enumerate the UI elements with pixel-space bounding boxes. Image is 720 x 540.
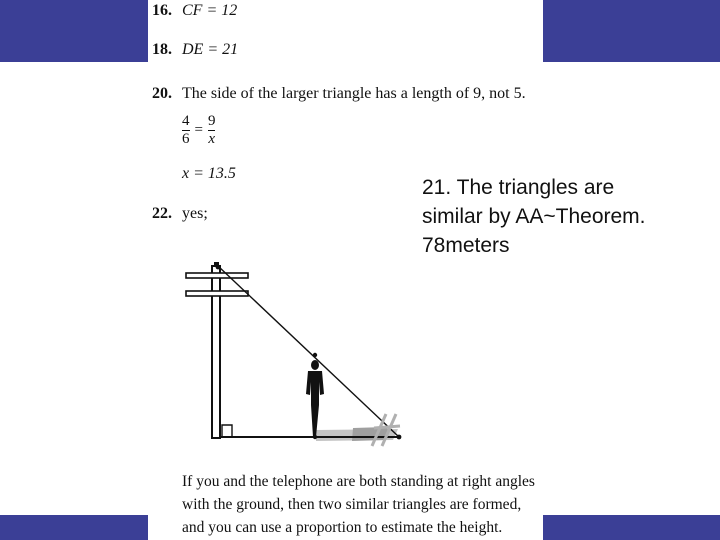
left-numerator: 4 bbox=[182, 113, 190, 129]
answer-18-number: 18. bbox=[152, 41, 172, 58]
note-line-2: similar by AA~Theorem. bbox=[422, 205, 646, 228]
note-line-1: 21. The triangles are bbox=[422, 176, 615, 199]
note-line-3: 78meters bbox=[422, 234, 510, 257]
answer-20-text: The side of the larger triangle has a length of 9, not 5. bbox=[182, 85, 526, 102]
answer-22-number: 22. bbox=[152, 205, 172, 222]
person-silhouette bbox=[306, 360, 324, 437]
answer-22-text: yes; bbox=[182, 205, 208, 222]
answer-16-number: 16. bbox=[152, 2, 172, 19]
pole-crossbar-top bbox=[186, 273, 248, 278]
answer-21-note bbox=[422, 173, 717, 260]
header-band-left bbox=[0, 0, 148, 62]
equals-sign: = bbox=[194, 122, 203, 138]
right-angle-marker bbox=[222, 425, 232, 437]
answer-20-solution: x = 13.5 bbox=[182, 165, 236, 182]
answer-22-explanation: If you and the telephone are both standing at right angles with the ground, then two similar triangles are formed, and you can use a proportion to estimate the height. bbox=[182, 473, 535, 536]
sight-line bbox=[218, 266, 399, 437]
answer-18-text: DE = 21 bbox=[182, 41, 239, 58]
footer-band-right bbox=[543, 515, 720, 540]
left-denominator: 6 bbox=[182, 131, 190, 147]
header-band-right bbox=[543, 0, 720, 62]
pole-crossbar-bottom bbox=[186, 291, 248, 296]
answer-20-number: 20. bbox=[152, 85, 172, 102]
telephone-pole-diagram bbox=[148, 0, 543, 540]
footer-band-left bbox=[0, 515, 148, 540]
answer-16-text: CF = 12 bbox=[182, 2, 238, 19]
right-numerator: 9 bbox=[207, 113, 216, 129]
textbook-answer-scan bbox=[148, 0, 543, 540]
right-denominator: x bbox=[208, 131, 216, 147]
